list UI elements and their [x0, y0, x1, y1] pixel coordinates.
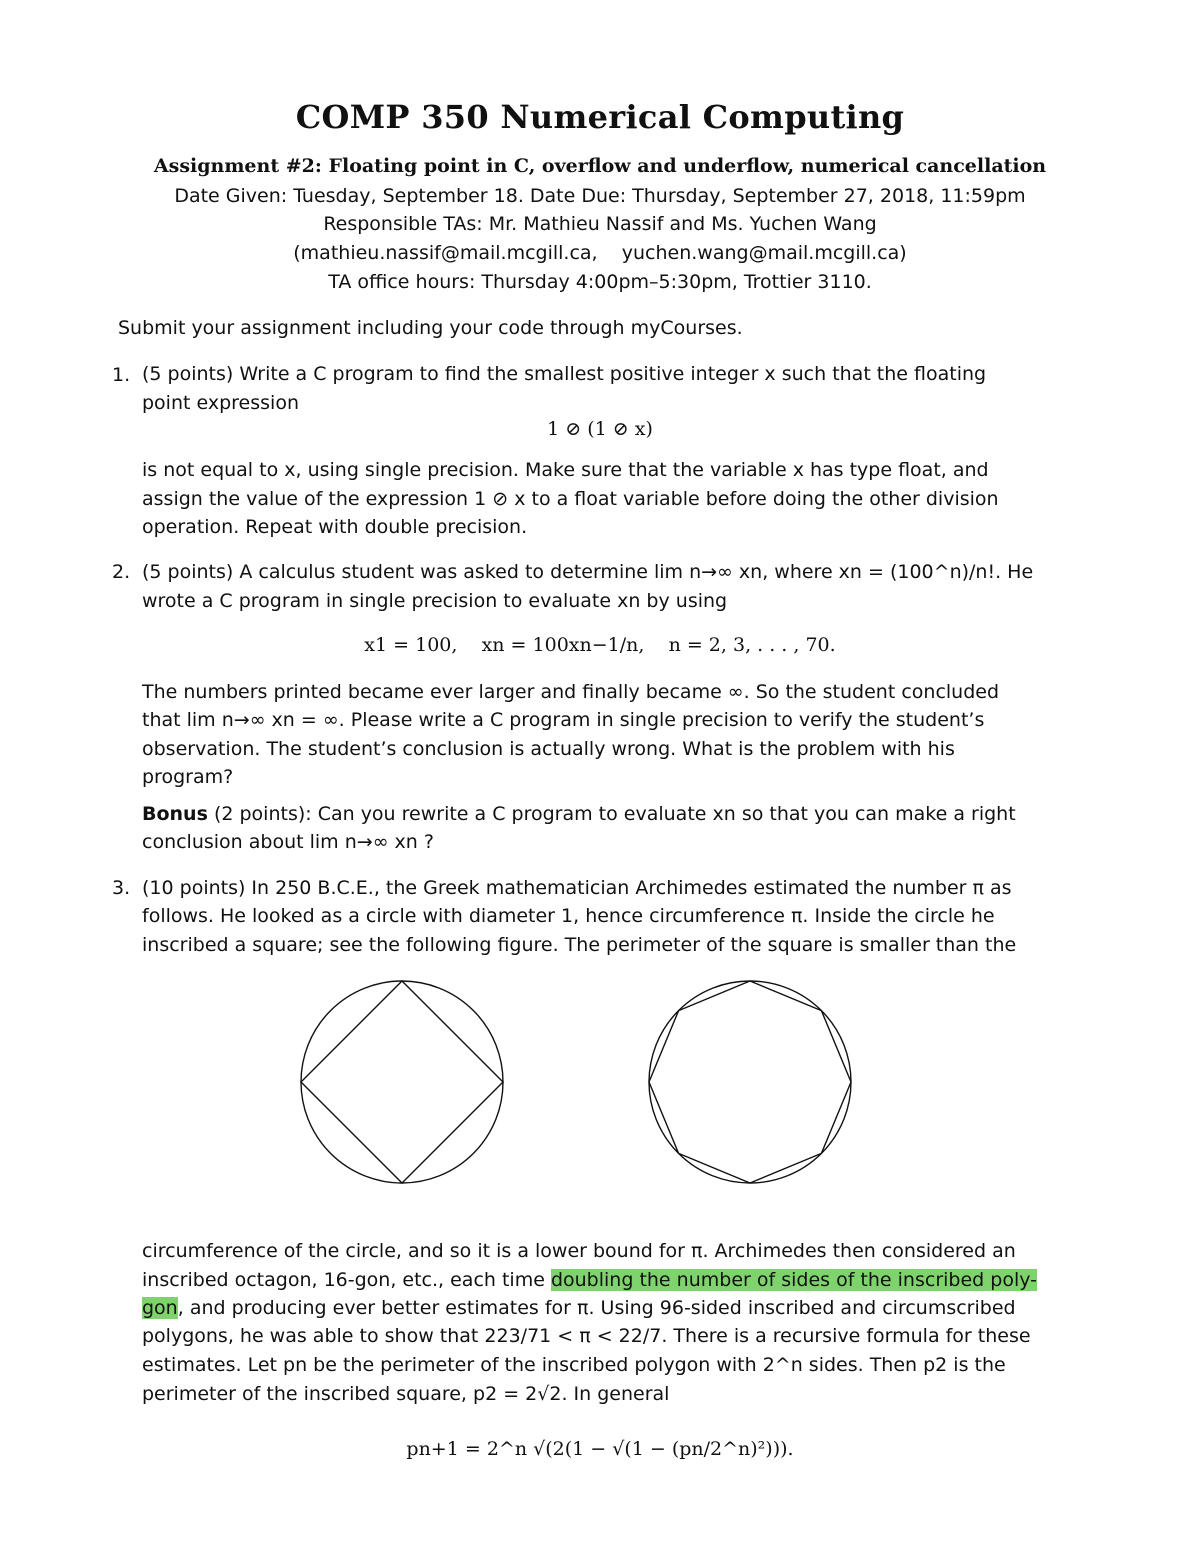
q3-line-1: (10 points) In 250 B.C.E., the Greek mathematician Archimedes estimated the number π as: [142, 877, 1012, 899]
q1-number: 1.: [112, 364, 131, 386]
q1-line-5: operation. Repeat with double precision.: [142, 516, 528, 538]
page-title: COMP 350 Numerical Computing: [295, 98, 905, 136]
q3-line-4: circumference of the circle, and so it is a lower bound for π. Archimedes then considered an: [142, 1240, 1016, 1262]
q3-line-7: polygons, he was able to show that 223/71 < π < 22/7. There is a recursive formula for these: [142, 1325, 1031, 1347]
circle-right: [649, 981, 851, 1183]
date-line: Date Given: Tuesday, September 18. Date Due: Thursday, September 27, 2018, 11:59pm: [174, 185, 1026, 207]
archimedes-figure: [290, 970, 870, 1195]
q3-line-6: [142, 1294, 1016, 1323]
q3-formula: pn+1 = 2^n √(2(1 − √(1 − (pn/2^n)²))).: [406, 1438, 794, 1460]
q2-line-1: (5 points) A calculus student was asked to determine lim n→∞ xn, where xn = (100^n)/n!. He: [142, 561, 1034, 583]
q3-line-6-text: , and producing ever better estimates for π. Using 96-sided inscribed and circumscribed: [177, 1297, 1016, 1319]
email-line: (mathieu.nassif@mail.mcgill.ca, yuchen.wang@mail.mcgill.ca): [293, 242, 907, 264]
intro-text: Submit your assignment including your code through myCourses.: [118, 317, 743, 339]
q3-line-2: follows. He looked as a circle with diameter 1, hence circumference π. Inside the circle he: [142, 905, 995, 927]
q1-line-2: point expression: [142, 392, 299, 414]
q3-line-3: inscribed a square; see the following figure. The perimeter of the square is smaller than the: [142, 934, 1017, 956]
q1-line-3: is not equal to x, using single precision. Make sure that the variable x has type float, and: [142, 459, 989, 481]
office-hours-line: TA office hours: Thursday 4:00pm–5:30pm, Trottier 3110.: [328, 271, 872, 293]
q2-line-6: program?: [142, 766, 234, 788]
q3-line-9: perimeter of the inscribed square, p2 = 2√2. In general: [142, 1383, 670, 1405]
highlighted-text: doubling the number of sides of the inscribed poly-: [550, 1269, 1037, 1291]
q2-line-2: wrote a C program in single precision to evaluate xn by using: [142, 590, 728, 612]
circle-left: [301, 981, 503, 1183]
q2-formula: x1 = 100, xn = 100xn−1/n, n = 2, 3, . . . , 70.: [364, 634, 836, 656]
circle-with-square: [301, 981, 503, 1183]
q2-bonus-line-1: [142, 800, 1016, 829]
q2-line-3: The numbers printed became ever larger and finally became ∞. So the student concluded: [142, 681, 1000, 703]
q3-line-5-text: inscribed octagon, 16-gon, etc., each time: [142, 1269, 551, 1291]
q2-line-4: that lim n→∞ xn = ∞. Please write a C program in single precision to verify the student’s: [142, 709, 985, 731]
inscribed-octagon: [649, 981, 851, 1183]
bonus-label: Bonus: [142, 803, 208, 825]
circle-with-octagon: [649, 981, 851, 1183]
q3-line-8: estimates. Let pn be the perimeter of the inscribed polygon with 2^n sides. Then p2 is the: [142, 1354, 1006, 1376]
q1-formula: 1 ⊘ (1 ⊘ x): [547, 418, 653, 440]
q2-bonus-line-2: conclusion about lim n→∞ xn ?: [142, 831, 434, 853]
inscribed-square: [301, 981, 503, 1183]
ta-line: Responsible TAs: Mr. Mathieu Nassif and Ms. Yuchen Wang: [323, 213, 877, 235]
q1-line-4: assign the value of the expression 1 ⊘ x to a float variable before doing the other division: [142, 488, 999, 510]
assignment-subtitle: Assignment #2: Floating point in C, overflow and underflow, numerical cancellation: [153, 155, 1047, 177]
q1-line-1: (5 points) Write a C program to find the smallest positive integer x such that the floating: [142, 363, 987, 385]
bonus-text: (2 points): Can you rewrite a C program to evaluate xn so that you can make a right: [213, 803, 1016, 825]
q2-line-5: observation. The student’s conclusion is actually wrong. What is the problem with his: [142, 738, 955, 760]
q3-line-5: [142, 1266, 1037, 1295]
highlighted-text-continued: gon: [142, 1297, 178, 1319]
q3-number: 3.: [112, 877, 131, 899]
q2-number: 2.: [112, 561, 131, 583]
